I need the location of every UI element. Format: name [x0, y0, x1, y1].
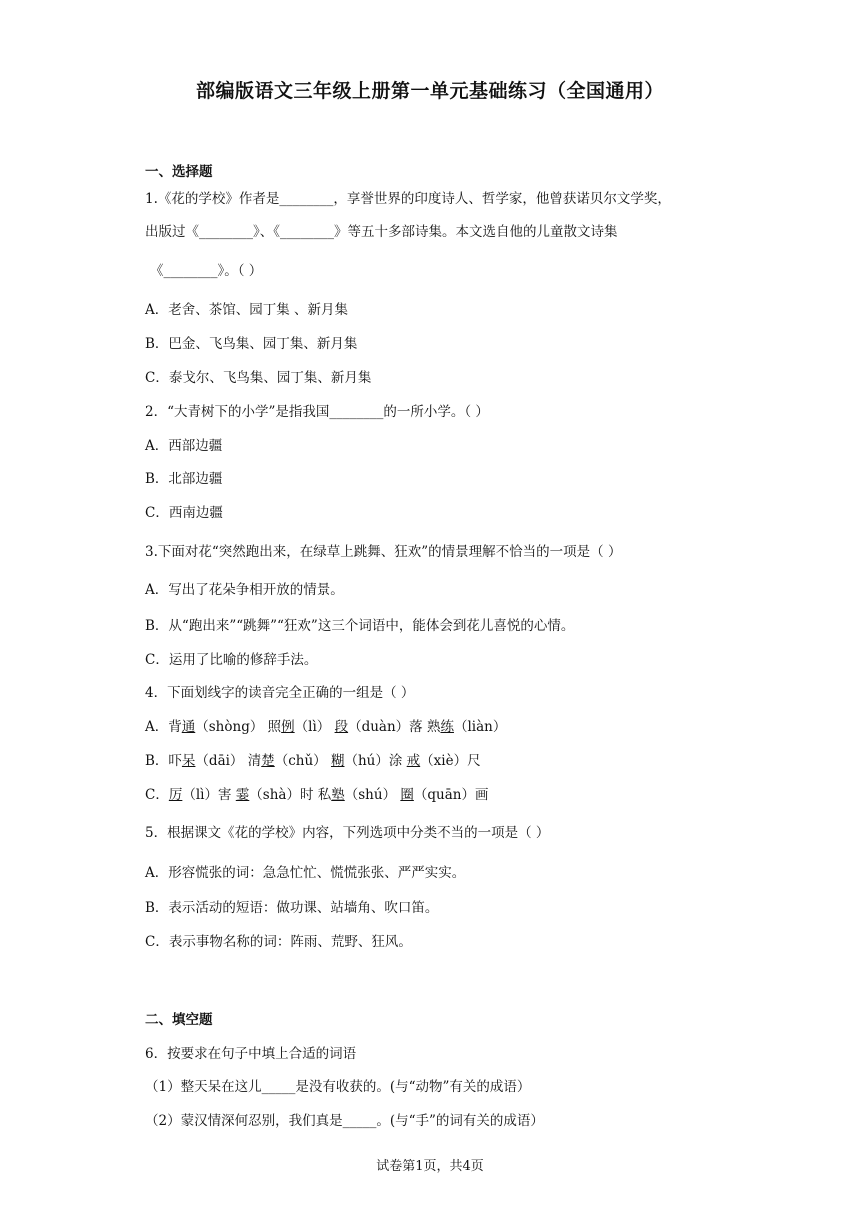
- option-label: C．: [145, 787, 169, 803]
- underlined-char: 练: [440, 719, 454, 735]
- underlined-char: 段: [334, 719, 349, 735]
- q2-stem: 2．“大青树下的小学”是指我国________的一所小学。（ ）: [145, 404, 489, 420]
- q1-stem-line2: 出版过《________》、《________》等五十多部诗集。本文选自他的儿童散文诗集: [145, 224, 618, 240]
- q4-option-c: C．厉（lì）害 霎（shà）时 私塾（shú） 圈（quān）画: [145, 787, 489, 803]
- page-title: 部编版语文三年级上册第一单元基础练习（全国通用）: [195, 80, 664, 102]
- q4-option-a: A．背通（shòng） 照例（lì） 段（duàn）落 熟练（liàn）: [145, 719, 507, 735]
- underlined-char: 霎: [235, 787, 250, 803]
- underlined-char: 糊: [330, 753, 345, 769]
- q1-option-b: B．巴金、飞鸟集、园丁集、新月集: [145, 336, 358, 352]
- q1-option-c: C．泰戈尔、飞鸟集、园丁集、新月集: [145, 370, 372, 386]
- q3-option-c: C．运用了比喻的修辞手法。: [145, 652, 318, 668]
- option-label: A．: [145, 719, 169, 735]
- underlined-char: 呆: [181, 753, 196, 769]
- underlined-char: 楚: [261, 753, 275, 769]
- page-footer: 试卷第1页，共4页: [376, 1159, 484, 1174]
- underlined-char: 塾: [331, 787, 345, 803]
- q4-option-b: B．吓呆（dāi） 清楚（chǔ） 糊（hú）涂 戒（xiè）尺: [145, 753, 481, 769]
- underlined-char: 厉: [168, 787, 183, 803]
- underlined-char: 例: [281, 719, 295, 735]
- underlined-char: 圈: [400, 787, 414, 803]
- q6-subquestion-2: （2）蒙汉情深何忍别，我们真是_____。(与“手”的词有关的成语）: [145, 1113, 544, 1129]
- q5-stem: 5．根据课文《花的学校》内容，下列选项中分类不当的一项是（ ）: [145, 825, 550, 841]
- q3-option-b: B．从“跑出来”“跳舞”“狂欢”这三个词语中，能体会到花儿喜悦的心情。: [145, 618, 575, 634]
- q5-option-a: A．形容慌张的词：急急忙忙、慌慌张张、严严实实。: [145, 865, 466, 881]
- underlined-char: 通: [181, 719, 196, 735]
- q2-option-a: A．西部边疆: [145, 438, 223, 454]
- option-label: B．: [145, 753, 169, 769]
- q1-stem-line1: 1.《花的学校》作者是________，享誉世界的印度诗人、哲学家，他曾获诺贝尔文学奖，: [145, 191, 671, 207]
- section-heading-choice: 一、选择题: [145, 164, 213, 180]
- q3-stem: 3.下面对花“突然跑出来，在绿草上跳舞、狂欢”的情景理解不恰当的一项是（ ）: [145, 544, 622, 560]
- q5-option-b: B．表示活动的短语：做功课、站墙角、吹口笛。: [145, 900, 439, 916]
- q3-option-a: A．写出了花朵争相开放的情景。: [145, 582, 344, 598]
- q1-stem-line3: 《________》。（ ）: [150, 263, 263, 279]
- q2-option-b: B．北部边疆: [145, 471, 223, 487]
- q5-option-c: C．表示事物名称的词：阵雨、荒野、狂风。: [145, 934, 412, 950]
- underlined-char: 戒: [406, 753, 421, 769]
- q6-subquestion-1: （1）整天呆在这儿_____是没有收获的。(与“动物”有关的成语）: [145, 1079, 531, 1095]
- q4-stem: 4．下面划线字的读音完全正确的一组是（ ）: [145, 685, 415, 701]
- q2-option-c: C．西南边疆: [145, 505, 223, 521]
- q1-option-a: A．老舍、茶馆、园丁集 、新月集: [145, 302, 349, 318]
- q6-stem: 6．按要求在句子中填上合适的词语: [145, 1046, 357, 1062]
- section-heading-fill: 二、填空题: [145, 1012, 213, 1028]
